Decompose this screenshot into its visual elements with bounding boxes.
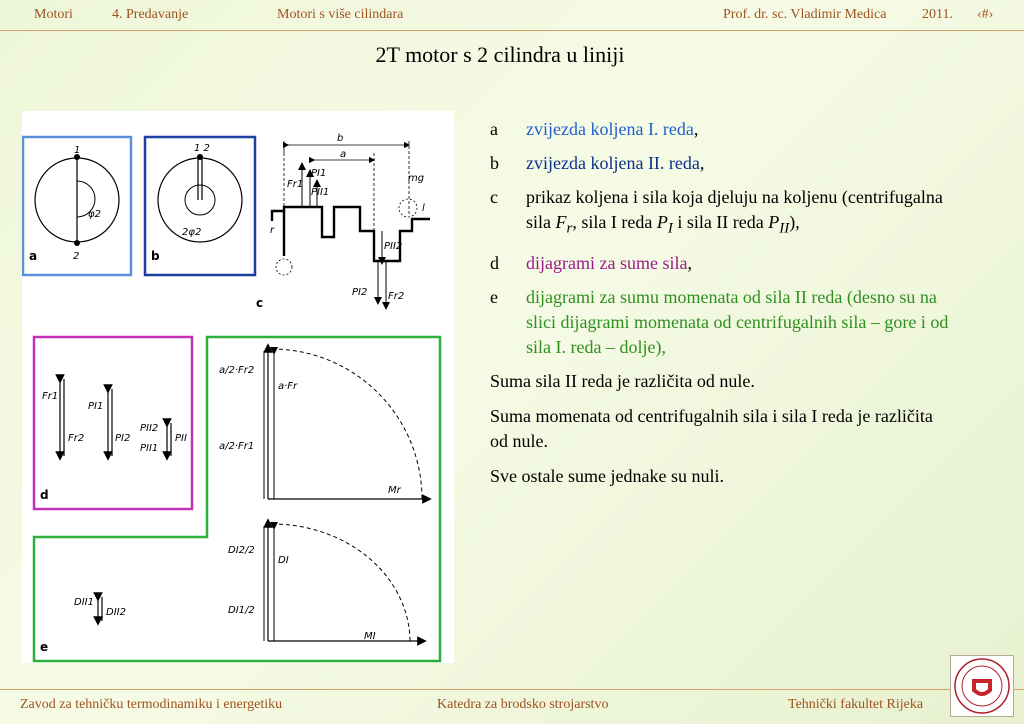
panel-d-frame [34,337,192,509]
crankshaft-diagram [272,141,430,306]
label-e-a2Fr2: a/2·Fr2 [219,365,255,376]
list-item [490,285,950,360]
engine-diagram-figure [22,111,454,663]
label-e-DI2: DI2/2 [228,545,255,556]
list-item-text: zvijezda koljena I. reda [526,119,694,139]
label-e-DII1: DII1 [74,597,94,608]
symbol-P2-sub: II [779,220,790,237]
list-item-suffix: , [699,153,705,173]
label-c-PI1: PI1 [311,168,327,179]
list-item-letter: b [490,153,499,173]
list-item-suffix: , [693,119,699,139]
label-c-b: b [337,133,344,144]
list-item [490,151,950,176]
list-item-text: zvijezda koljena II. reda [526,153,700,173]
label-c-Fr2: Fr2 [388,291,405,302]
slide-title: 2T motor s 2 cilindra u liniji [375,42,625,67]
university-seal-icon [950,655,1014,717]
moment-diagram-centrifugal [264,348,427,499]
symbol-F: F [555,212,567,232]
label-b-2phi2: 2φ2 [182,227,202,238]
label-c-a: a [340,149,347,160]
moment-diagram-first-order [264,523,422,641]
label-e-DII2: DII2 [106,607,126,618]
header-page-number: ‹#› [977,7,994,22]
label-d-PI2: PI2 [115,433,131,444]
symbol-P1: P [656,212,668,232]
label-d-PI1: PI1 [88,401,104,412]
list-item-letter: e [490,286,498,307]
list-item-text: dijagrami za sume sila [526,252,688,273]
label-e-a2Fr1: a/2·Fr1 [219,441,255,452]
header-course: Motori [34,7,73,22]
panel-a-label: a [29,249,38,263]
label-c-l: l [422,203,425,214]
label-c-PII1: PII1 [311,187,330,198]
header-year: 2011. [922,7,953,22]
label-e-DI1: DI1/2 [228,605,255,616]
label-c-mg: mg [408,173,425,184]
label-e-MI: MI [364,631,376,642]
header-divider [0,30,1024,31]
label-c-PII2: PII2 [384,241,403,252]
header-bar [0,0,1024,30]
list-item-mid2: i sila II reda [672,212,769,232]
label-b-12: 1 2 [194,143,210,154]
footer-bar [0,690,1024,724]
label-a-2: 2 [73,251,80,262]
header-topic: Motori s više cilindara [277,7,404,22]
label-d-PII2: PII2 [140,423,159,434]
header-author: Prof. dr. sc. Vladimir Medica [723,7,887,22]
header-lecture: 4. Predavanje [112,7,189,22]
paragraph: Sve ostale sume jednake su nuli. [490,465,724,486]
list-item-letter: d [490,252,499,273]
label-e-Mr: Mr [388,485,401,496]
label-d-Fr2: Fr2 [68,433,85,444]
footer-center: Katedra za brodsko strojarstvo [437,697,609,712]
label-d-PII: PII [175,433,187,444]
label-c-PI2: PI2 [352,287,368,298]
list-item-suffix: , [687,252,692,273]
label-e-DI: DI [278,555,289,566]
label-c-Fr1: Fr1 [287,179,304,190]
list-item [490,251,950,276]
list-item-text: prikaz koljena i sila koja djeluju na koljenu (centrifugalna sila [526,187,943,232]
paragraph: Suma sila II reda je različita od nule. [490,370,755,391]
label-c-r: r [270,225,275,236]
panel-e-label: e [40,640,49,654]
label-a-phi2: φ2 [88,209,101,220]
symbol-F-sub: r [566,220,573,237]
panel-c-label: c [256,296,264,310]
paragraph: Suma momenata od centrifugalnih sila i sila I reda je različita od nule. [490,405,933,451]
list-item-letter: c [490,187,498,207]
list-item [490,117,950,142]
crank-star-first-order [35,154,119,246]
footer-left: Zavod za tehničku termodinamiku i energetiku [20,697,283,712]
engine-diagram [22,111,454,663]
footer-right: Tehnički fakultet Rijeka [788,697,924,712]
list-item-end: ), [789,212,800,232]
label-d-PII1: PII1 [140,443,159,454]
list-item-letter: a [490,119,498,139]
symbol-P1-sub: I [667,220,673,237]
list-item-mid1: , sila I reda [572,212,657,232]
explanation-text [490,117,950,499]
panel-d-label: d [40,488,49,502]
symbol-P2: P [768,212,780,232]
label-a-1: 1 [74,145,81,156]
list-item-text: dijagrami za sumu momenata od sila II reda (desno su na slici dijagrami momenata od centrifugalnih sila – gore i od sila I. reda – dolje), [526,286,949,357]
list-item [490,185,950,242]
panel-b-label: b [151,249,160,263]
label-e-aFr: a·Fr [278,381,298,392]
moment-diagram-second-order [98,597,102,621]
label-d-Fr1: Fr1 [42,391,59,402]
